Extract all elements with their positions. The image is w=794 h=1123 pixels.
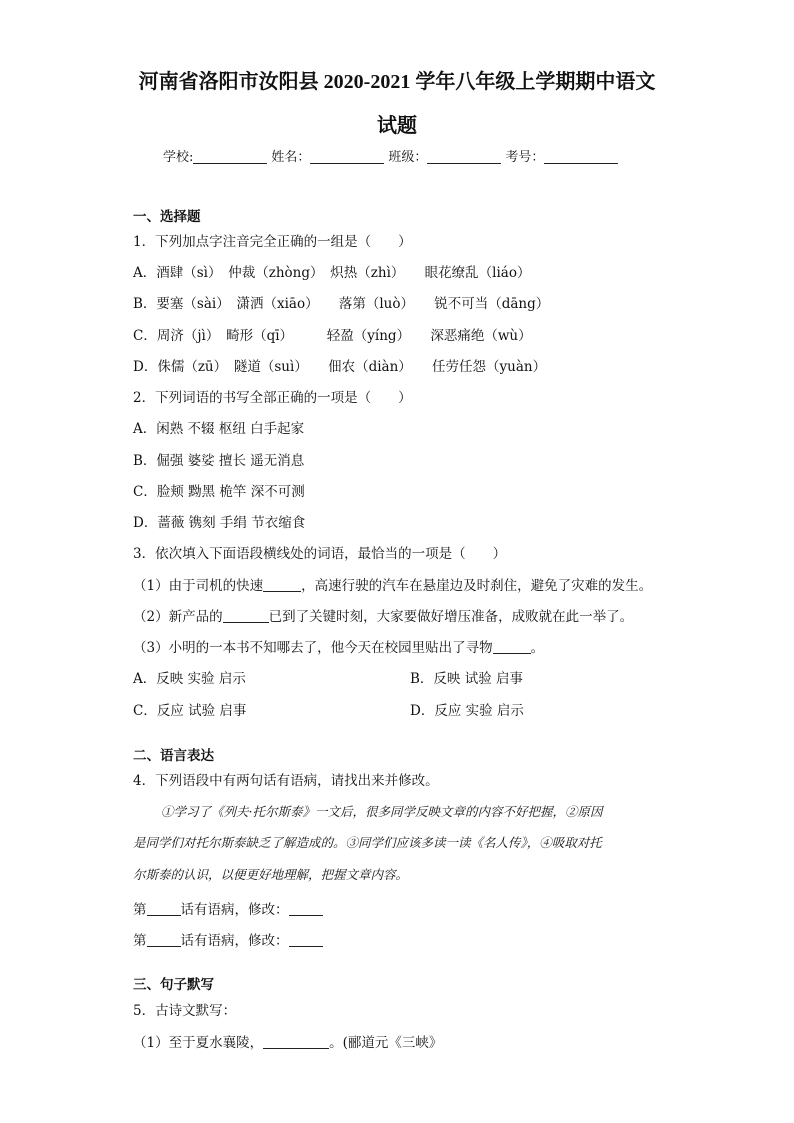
question-2-option-d: D．蔷薇 镌刻 手绢 节衣缩食 xyxy=(133,515,306,531)
correction-blank[interactable] xyxy=(289,902,323,916)
question-3-stem: 3．依次填入下面语段横线处的词语，最恰当的一项是（ ） xyxy=(133,546,507,562)
answer-blank[interactable] xyxy=(263,1035,329,1049)
school-label: 学校: xyxy=(163,150,194,165)
question-1-option-d: D．侏儒（zū） 隧道（suì） 佃农（diàn） 任劳任怨（yuàn） xyxy=(133,359,547,375)
question-3-sentence-3: （3）小明的一本书不知哪去了，他今天在校园里贴出了寻物 。 xyxy=(133,640,545,656)
question-4-passage-line-2: 是同学们对托尔斯泰缺乏了解造成的。③同学们应该多读一读《名人传》，④吸取对托 xyxy=(133,835,602,850)
section-heading-recitation: 三、句子默写 xyxy=(133,977,214,993)
sentence-number-blank[interactable] xyxy=(147,933,181,947)
page-title: 河南省洛阳市汝阳县 2020-2021 学年八年级上学期期中语文 xyxy=(138,71,656,93)
question-5-item-1: （1）至于夏水襄陵， 。(郦道元《三峡》 xyxy=(133,1035,443,1051)
question-4-passage-line-1: ①学习了《列夫·托尔斯泰》一文后，很多同学反映文章的内容不好把握，②原因 xyxy=(161,804,603,819)
question-2-option-b: B．倔强 婆娑 擅长 遥无消息 xyxy=(133,453,305,469)
student-info-row xyxy=(163,146,622,165)
question-2-option-c: C．脸颊 黝黑 桅竿 深不可测 xyxy=(133,484,305,500)
number-field[interactable] xyxy=(544,149,618,164)
question-4-answer-2: 第 话有语病，修改： xyxy=(133,932,323,950)
question-3-option-a: A．反映 实验 启示 xyxy=(133,671,246,687)
question-1-option-b: B．要塞（sài） 潇洒（xiāo） 落第（luò） 锐不可当（dāng） xyxy=(133,296,550,312)
question-2-stem: 2．下列词语的书写全部正确的一项是（ ） xyxy=(133,390,412,406)
page-title-continued: 试题 xyxy=(377,115,417,137)
question-4-answer-1: 第 话有语病，修改： xyxy=(133,901,323,919)
name-field[interactable] xyxy=(310,149,384,164)
question-2-option-a: A．闲熟 不辍 枢纽 白手起家 xyxy=(133,421,305,437)
sentence-number-blank[interactable] xyxy=(147,902,181,916)
question-3-option-b: B．反映 试验 启事 xyxy=(410,671,524,687)
question-4-stem: 4．下列语段中有两句话有语病，请找出来并修改。 xyxy=(133,773,439,789)
school-field[interactable] xyxy=(193,149,267,164)
question-5-stem: 5．古诗文默写： xyxy=(133,1003,237,1019)
name-label: 姓名： xyxy=(271,150,311,165)
question-1-option-a: A．酒肆（sì） 仲裁（zhòng） 炽热（zhì） 眼花缭乱（liáo） xyxy=(133,265,531,281)
question-1-option-c: C．周济（jì） 畸形（qī） 轻盈（yíng） 深恶痛绝（wù） xyxy=(133,328,532,344)
question-4-passage-line-3: 尔斯泰的认识，以便更好地理解，把握文章内容。 xyxy=(133,867,409,882)
blank-line xyxy=(263,578,301,592)
blank-line xyxy=(223,609,269,623)
number-label: 考号： xyxy=(505,150,545,165)
question-3-sentence-2: （2）新产品的 已到了关键时刻，大家要做好增压准备，成败就在此一举了。 xyxy=(133,609,634,625)
section-heading-expression: 二、语言表达 xyxy=(133,748,214,764)
blank-line xyxy=(493,640,531,654)
correction-blank[interactable] xyxy=(289,933,323,947)
question-3-option-d: D．反应 实验 启示 xyxy=(410,703,524,719)
section-heading-choice: 一、选择题 xyxy=(133,209,201,225)
question-3-sentence-1: （1）由于司机的快速 ，高速行驶的汽车在悬崖边及时刹住，避免了灾难的发生。 xyxy=(133,578,653,594)
class-label: 班级： xyxy=(388,150,428,165)
question-1-stem: 1．下列加点字注音完全正确的一组是（ ） xyxy=(133,234,412,250)
question-3-option-c: C．反应 试验 启事 xyxy=(133,703,247,719)
class-field[interactable] xyxy=(427,149,501,164)
